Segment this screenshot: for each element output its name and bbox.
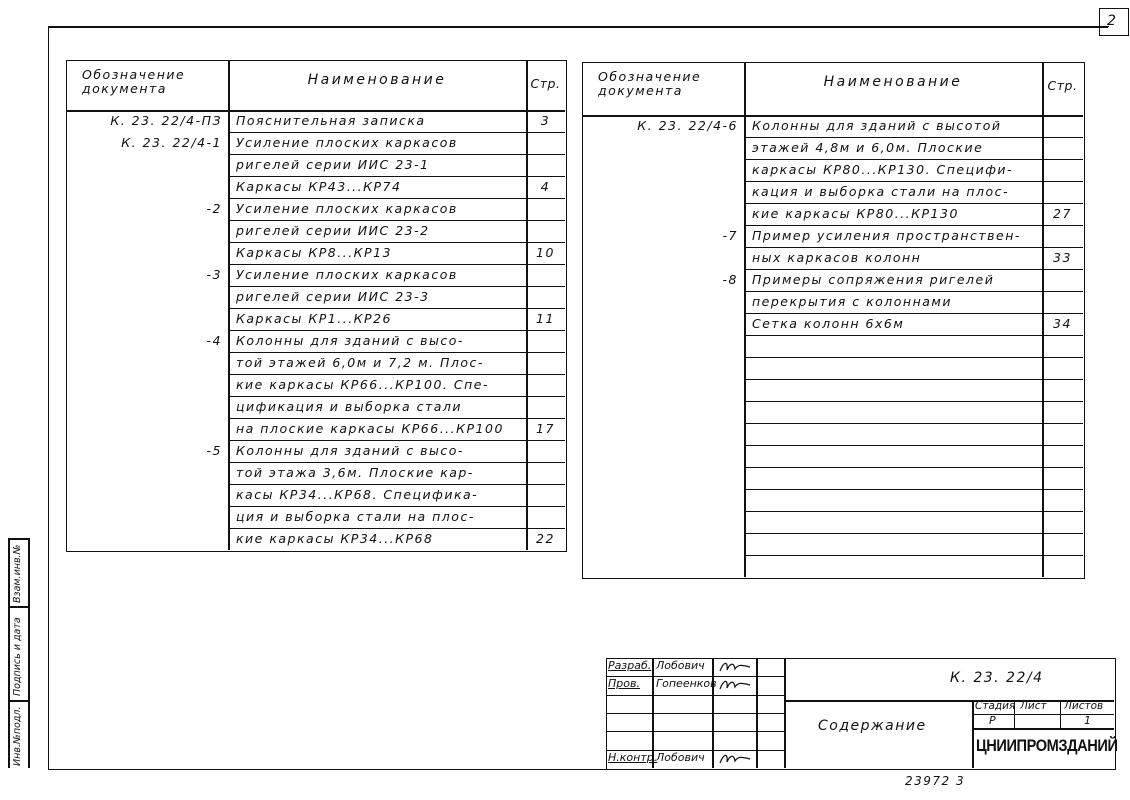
row-name: перекрытия с колоннами	[752, 294, 952, 309]
row-page: 17	[536, 421, 555, 436]
sheet-number: 2	[1107, 13, 1118, 29]
header-page: Стр.	[1047, 78, 1078, 93]
title-block-row-line	[606, 695, 784, 696]
frame-top-right	[48, 26, 1108, 28]
row-name: на плоские каркасы КР66...КР100	[236, 421, 504, 436]
row-name: Пример усиления пространствен-	[752, 228, 1021, 243]
row-name: ригелей серии ИИС 23-3	[236, 289, 430, 304]
row-name: Усиление плоских каркасов	[236, 267, 458, 282]
role-person: Лобович	[656, 750, 705, 764]
row-designation: -8	[722, 272, 738, 287]
title-block-row-line	[606, 713, 784, 714]
row-name: касы КР34...КР68. Спецификa-	[236, 487, 479, 502]
document-code: К. 23. 22/4	[950, 670, 1044, 686]
row-name: Усиление плоских каркасов	[236, 201, 458, 216]
row-name: той этажа 3,6м. Плоские кар-	[236, 465, 474, 480]
row-line	[744, 401, 1083, 402]
row-page: 34	[1053, 316, 1072, 331]
row-name: ция и выборка стали на плос-	[236, 509, 475, 524]
role-label: Разраб.	[608, 659, 652, 672]
row-name: цификация и выборка стали	[236, 399, 463, 414]
row-name: Каркасы КР8...КР13	[236, 245, 392, 260]
row-line	[744, 555, 1083, 556]
signature	[718, 751, 752, 767]
row-designation: -5	[206, 443, 222, 458]
document-title: Содержание	[818, 718, 927, 734]
side-inv-label: Инв.№подл.	[12, 706, 23, 766]
row-name: ригелей серии ИИС 23-1	[236, 157, 430, 172]
sheet-divider	[1060, 700, 1061, 728]
row-line	[744, 357, 1083, 358]
stage-value-line	[972, 728, 1114, 730]
role-label: Пров.	[608, 677, 640, 691]
row-name: ригелей серии ИИС 23-2	[236, 223, 430, 238]
row-name: Примеры сопряжения ригелей	[752, 272, 995, 287]
footer-stamp: 23972 3	[905, 774, 966, 788]
header-name: Наименование	[307, 72, 447, 88]
row-name: кие каркасы КР34...КР68	[236, 531, 434, 546]
row-name: Колонны для зданий с высо-	[236, 333, 464, 348]
stage-value: Р	[989, 714, 996, 727]
row-name: ных каркасов колонн	[752, 250, 922, 265]
row-name: кие каркасы КР80...КР130	[752, 206, 959, 221]
row-page: 27	[1053, 206, 1072, 221]
column-divider	[228, 60, 230, 550]
row-name: Усиление плоских каркасов	[236, 135, 458, 150]
row-page: 11	[536, 311, 555, 326]
row-line	[744, 511, 1083, 512]
row-designation: К. 23. 22/4-6	[637, 118, 738, 133]
header-designation: Обозначение документа	[598, 70, 702, 98]
row-designation: -7	[722, 228, 738, 243]
row-name: Колонны для зданий с высотой	[752, 118, 1002, 133]
side-vzam-label: Взам.инв.№	[12, 544, 23, 603]
role-person: Лобович	[656, 659, 705, 672]
row-page: 4	[540, 179, 551, 194]
row-name: каркасы КР80...КР130. Специфи-	[752, 162, 1014, 177]
row-name: Колонны для зданий с высо-	[236, 443, 464, 458]
row-line	[744, 467, 1083, 468]
row-line	[744, 533, 1083, 534]
title-block-row-line	[606, 731, 784, 732]
side-podpis-label: Подпись и дата	[12, 617, 23, 696]
title-block-column	[784, 658, 786, 768]
signature	[718, 677, 752, 693]
header-designation: Обозначение документа	[82, 68, 186, 96]
row-line	[744, 445, 1083, 446]
sheet-label: Лист	[1020, 700, 1047, 712]
organization-name: ЦНИИПРОМЗДАНИЙ	[976, 736, 1118, 755]
row-designation: -3	[206, 267, 222, 282]
row-designation: -2	[206, 201, 222, 216]
side-stamp-sep-1	[8, 538, 28, 540]
column-divider	[526, 60, 528, 550]
row-designation: К. 23. 22/4-ПЗ	[110, 113, 222, 128]
side-stamp-sep-3	[8, 700, 28, 702]
row-line	[744, 335, 1083, 336]
row-name: Каркасы КР43...КР74	[236, 179, 402, 194]
row-page: 3	[540, 113, 551, 128]
side-stamp-line	[8, 538, 10, 768]
row-page: 10	[536, 245, 555, 260]
row-name: Пояснительная записка	[236, 113, 426, 128]
role-label: Н.контр.	[608, 750, 658, 764]
row-page: 22	[536, 531, 555, 546]
row-name: Сетка колонн 6х6м	[752, 316, 905, 331]
row-page: 33	[1053, 250, 1072, 265]
stage-label: Стадия	[975, 700, 1016, 712]
sheets-value: 1	[1084, 714, 1091, 727]
row-designation: К. 23. 22/4-1	[121, 135, 222, 150]
row-line	[744, 379, 1083, 380]
row-name: той этажей 6,0м и 7,2 м. Плос-	[236, 355, 484, 370]
row-line	[744, 489, 1083, 490]
side-stamp-inner	[28, 538, 30, 768]
row-name: кация и выборка стали на плос-	[752, 184, 1010, 199]
row-name: кие каркасы КР66...КР100. Спе-	[236, 377, 489, 392]
side-stamp-sep-2	[8, 606, 28, 608]
row-designation: -4	[206, 333, 222, 348]
sheets-label: Листов	[1064, 700, 1104, 712]
column-divider	[744, 62, 746, 577]
header-page: Стр.	[530, 76, 561, 91]
title-block-right-divider	[972, 700, 974, 768]
signature	[718, 659, 752, 675]
header-name: Наименование	[823, 74, 963, 90]
row-line	[744, 423, 1083, 424]
row-name: Каркасы КР1...КР26	[236, 311, 392, 326]
row-name: этажей 4,8м и 6,0м. Плоские	[752, 140, 984, 155]
role-person: Гопеенков	[656, 677, 717, 691]
